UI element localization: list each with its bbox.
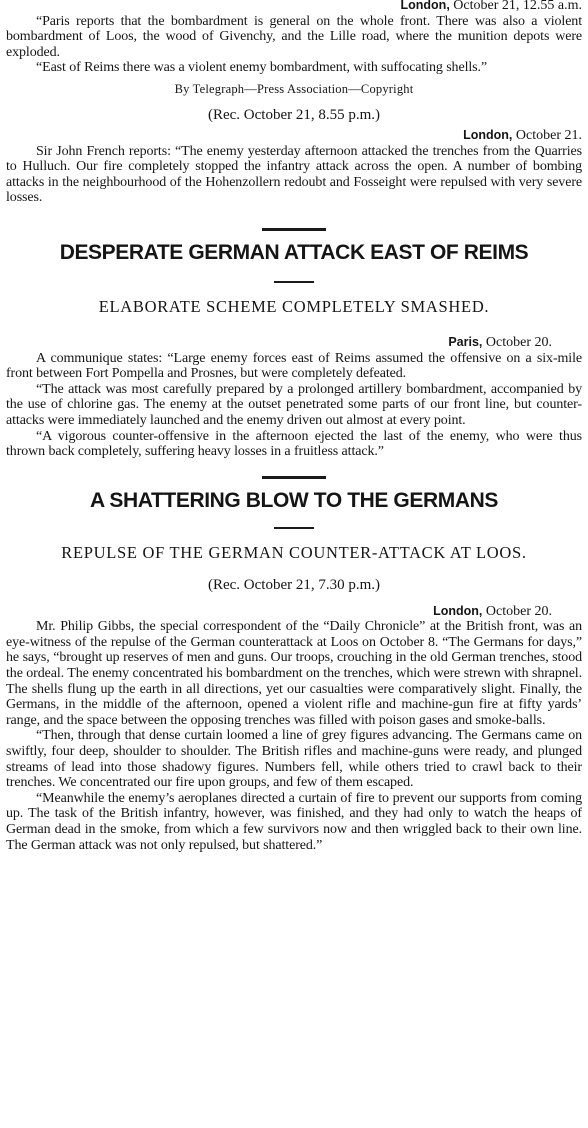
paragraph: “The attack was most carefully prepared by a prolonged artillery bombardment, accompanied by the use of chlorine gas. The enemy at the outset penetrated some parts of our front line, but counter-attacks were immediately launched and the enemy driven out almost at every point. bbox=[6, 381, 582, 428]
paragraph: “A vigorous counter-offensive in the afternoon ejected the last of the enemy, who were thus thrown back completely, suffering heavy losses in a fruitless attack.” bbox=[6, 428, 582, 460]
dateline-french bbox=[6, 128, 582, 144]
dateline-reims bbox=[6, 335, 582, 351]
subhead-reims: ELABORATE SCHEME COMPLETELY SMASHED. bbox=[98, 296, 490, 316]
section-rule bbox=[274, 281, 314, 283]
dateline-loos bbox=[6, 604, 582, 620]
dateline-place: London, bbox=[400, 0, 450, 12]
received-time: (Rec. October 21, 8.55 p.m.) bbox=[207, 106, 381, 123]
section-rule bbox=[262, 476, 326, 479]
received-time: (Rec. October 21, 7.30 p.m.) bbox=[207, 576, 381, 593]
headline-reims: DESPERATE GERMAN ATTACK EAST OF REIMS bbox=[59, 240, 529, 264]
paragraph: “Paris reports that the bombardment is general on the whole front. There was also a violent bombardment of Loos, the wood of Givenchy, and the Lille road, where the munition depots were exploded. bbox=[6, 13, 582, 60]
dateline-date: October 20. bbox=[485, 603, 552, 619]
dateline-date: October 21. bbox=[515, 127, 582, 143]
paragraph: “Meanwhile the enemy’s aeroplanes directed a curtain of fire to prevent our supports from coming up. The task of the British infantry, however, was finished, and they had only to watch the heaps of German dead in the smoke, from which a few survivors now and then wriggled back to their own line. The German attack was not only repulsed, but shattered.” bbox=[6, 790, 582, 853]
headline-loos: A SHATTERING BLOW TO THE GERMANS bbox=[90, 488, 498, 512]
paragraph: A communique states: “Large enemy forces east of Reims assumed the offensive on a six-mile front between Fort Pompella and Prosnes, but were completely defeated. bbox=[6, 350, 582, 382]
paragraph: Mr. Philip Gibbs, the special correspondent of the “Daily Chronicle” at the British front, was an eye-witness of the repulse of the German counterattack at Loos on October 8. “The Germans for days,” he says, “brought up reserves of men and guns. Our troops, crouching in the old German trenches, stood the ordeal. The enemy concentrated his bombardment on the trenches, which were strewn with shrapnel. The shells flung up the earth in all directions, yet our casualties were comparatively slight. Finally, the Germans, in the middle of the afternoon, opened a violent rifle and machine-gun fire at fifty yards’ range, and the space between the opposing trenches was filled with poison gases and smoke-balls. bbox=[6, 619, 582, 728]
dateline-date: October 21, 12.55 a.m. bbox=[453, 0, 582, 13]
subhead-loos: REPULSE OF THE GERMAN COUNTER-ATTACK AT LOOS. bbox=[61, 542, 527, 562]
dateline-date: October 20. bbox=[485, 334, 552, 350]
press-credit: By Telegraph—Press Association—Copyright bbox=[174, 81, 414, 96]
section-rule bbox=[274, 527, 314, 529]
dateline-place: Paris, bbox=[448, 334, 483, 349]
dateline-place: London, bbox=[463, 127, 513, 142]
dateline-top bbox=[6, 0, 582, 14]
paragraph: “Then, through that dense curtain loomed a line of grey figures advancing. The Germans came on swiftly, four deep, shoulder to shoulder. The British rifles and machine-guns were ready, and plunged streams of lead into those shadowy figures. Numbers fell, while others tried to crawl back to their trenches. We concentrated our fire upon groups, and few of them escaped. bbox=[6, 728, 582, 791]
paragraph: Sir John French reports: “The enemy yesterday afternoon attacked the trenches from the Quarries to Hulluch. Our fire completely stopped the infantry attack across the open. A number of bombing attacks in the neighbourhood of the Hohenzollern redoubt and Fosseight were repulsed with very severe losses. bbox=[6, 143, 582, 206]
newspaper-page bbox=[6, 0, 582, 1126]
section-rule bbox=[262, 228, 326, 231]
dateline-place: London, bbox=[433, 603, 483, 618]
paragraph: “East of Reims there was a violent enemy bombardment, with suffocating shells.” bbox=[36, 60, 488, 76]
